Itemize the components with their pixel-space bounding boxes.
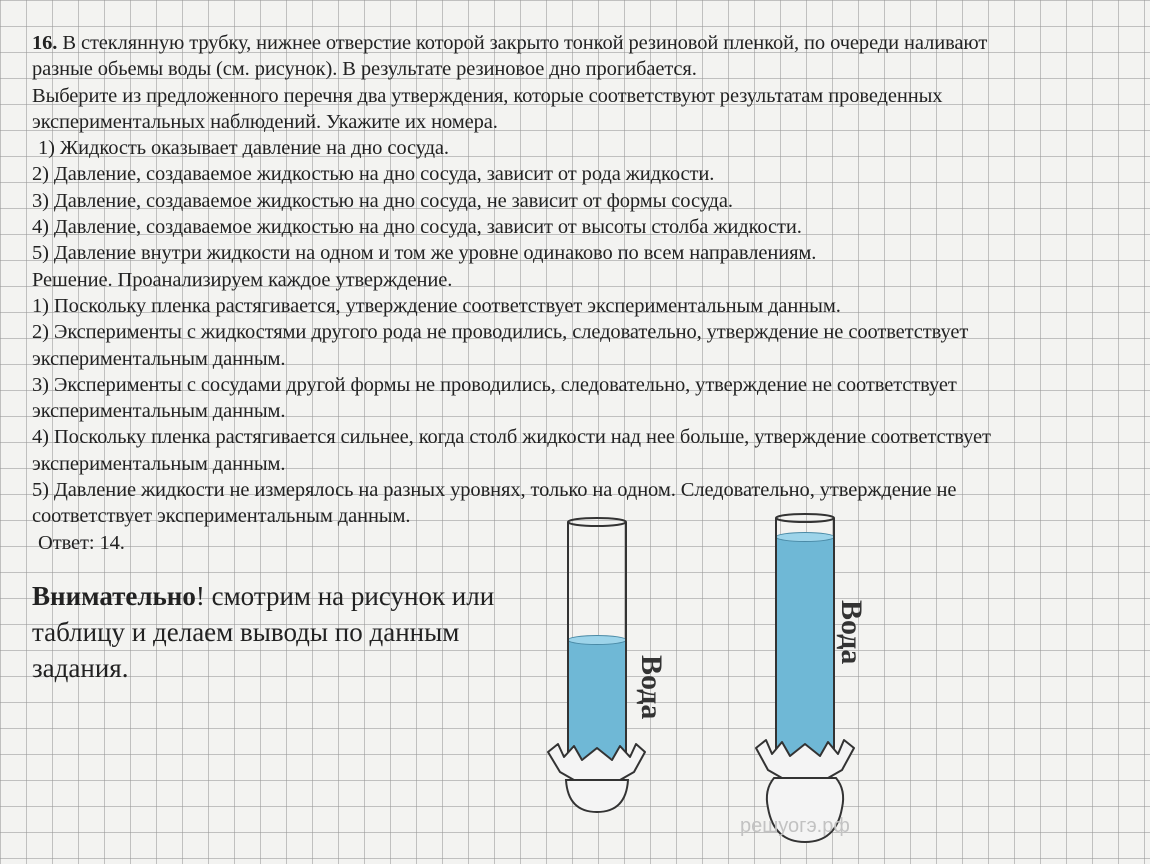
solution-line-3: экспериментальным данным. [32,347,286,370]
option-2: 2) Давление, создаваемое жидкостью на дно сосуда, зависит от рода жидкости. [32,163,715,186]
tube-left-rim [568,518,626,526]
solution-line-2: 2) Эксперименты с жидкостями другого рода не проводились, следовательно, утверждение не соответствует [32,321,969,344]
tube-left-water [568,640,626,758]
attention-note-line-3: задания. [32,653,129,683]
problem-intro-text-1: В стеклянную трубку, нижнее отверстие которой закрыто тонкой резиновой пленкой, по очереди наливают [57,32,988,54]
tube-right-water [776,537,834,757]
option-3: 3) Давление, создаваемое жидкостью на дно сосуда, не зависит от формы сосуда. [32,189,733,212]
problem-question-line-1: Выберите из предложенного перечня два утверждения, которые соответствуют результатам проведенных [32,84,943,107]
attention-note-text-1: ! смотрим на рисунок или [195,581,495,611]
tube-right-water-surface [776,533,834,542]
option-1: 1) Жидкость оказывает давление на дно сосуда. [38,137,449,160]
solution-title: Решение. Проанализируем каждое утверждение. [32,268,453,291]
tube-left [548,518,668,812]
answer: Ответ: 14. [38,531,125,554]
problem-question-line-2: экспериментальных наблюдений. Укажите их номера. [32,110,498,133]
tube-right-water-label: Вода [835,600,868,665]
solution-line-5: экспериментальным данным. [32,400,286,423]
tube-right-rim [776,514,834,522]
option-4: 4) Давление, создаваемое жидкостью на дно сосуда, зависит от высоты столба жидкости. [32,216,802,239]
solution-line-4: 3) Эксперименты с сосудами другой формы не проводились, следовательно, утверждение не соответствует [32,373,957,396]
tube-left-membrane [566,780,628,812]
tube-right-rubber-collar [756,740,854,778]
problem-intro-line-2: разные обьемы воды (см. рисунок). В результате резиновое дно прогибается. [32,58,697,81]
tube-left-water-surface [568,636,626,645]
tube-left-water-label: Вода [635,655,668,720]
solution-line-9: соответствует экспериментальным данным. [32,505,411,528]
solution-line-8: 5) Давление жидкости не измерялось на разных уровнях, только на одном. Следовательно, утверждение не [32,479,957,502]
problem-number: 16. [32,32,58,54]
solution-line-7: экспериментальным данным. [32,452,286,475]
attention-note-line-2: таблицу и делаем выводы по данным [32,617,460,647]
option-5: 5) Давление внутри жидкости на одном и том же уровне одинаково по всем направлениям. [32,242,817,265]
tube-right [756,514,868,842]
tube-left-rubber-collar [548,744,645,780]
watermark: решуогэ.рф [740,815,850,837]
solution-line-6: 4) Поскольку пленка растягивается сильнее, когда столб жидкости над нее больше, утверждение соответствует [32,426,991,449]
solution-line-1: 1) Поскольку пленка растягивается, утверждение соответствует экспериментальным данным. [32,294,841,317]
attention-word: Внимательно [32,581,196,611]
